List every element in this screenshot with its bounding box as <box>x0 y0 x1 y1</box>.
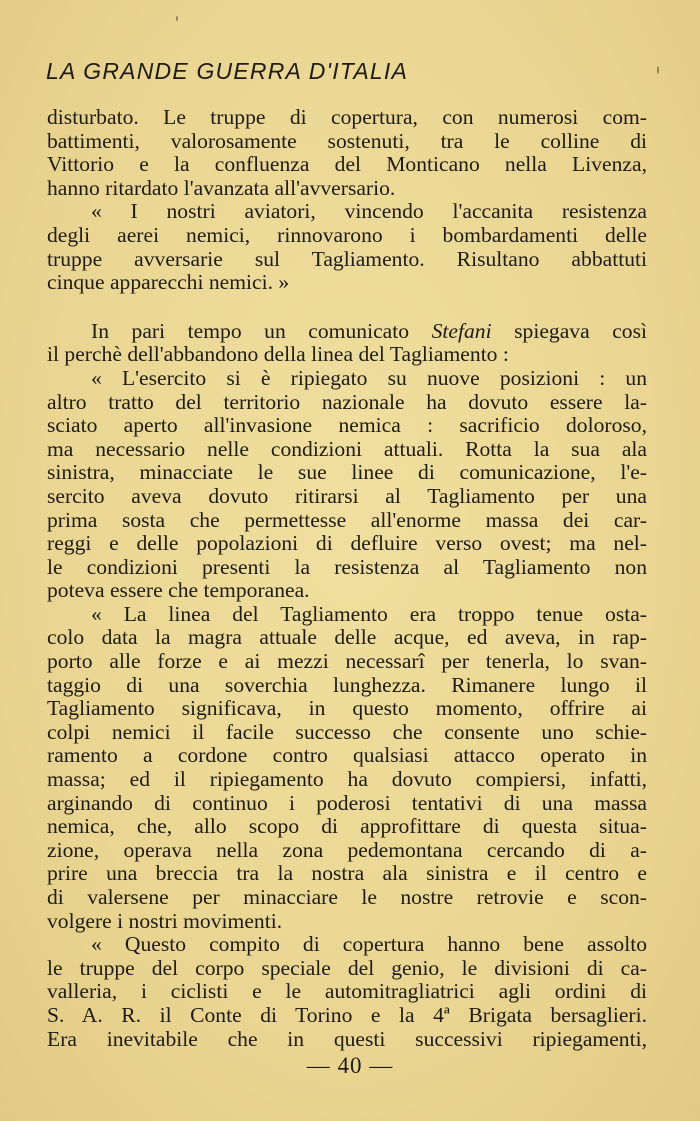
text-line: colo data la magra attuale delle acque, ed aveva, in rap- <box>47 626 647 650</box>
paragraph <box>47 200 647 294</box>
text-line: prima sosta che permettesse all'enorme massa dei car- <box>47 508 647 532</box>
text-line: massa; ed il ripiegamento ha dovuto compiersi, infatti, <box>47 768 647 792</box>
text-line: il perchè dell'abbandono della linea del Tagliamento : <box>47 343 509 367</box>
text-line: Tagliamento significava, in questo momento, offrire ai <box>47 697 647 721</box>
text-line: sercito aveva dovuto ritirarsi al Tagliamento per una <box>47 484 647 508</box>
text-line: volgere i nostri movimenti. <box>47 909 283 933</box>
paper-speck <box>657 66 659 74</box>
text-line: S. A. R. il Conte di Torino e la 4ª Brigata bersaglieri. <box>47 1003 647 1027</box>
text-line: colpi nemici il facile successo che consente uno schie- <box>47 720 647 744</box>
text-line: le truppe del corpo speciale del genio, le divisioni di ca- <box>47 956 647 980</box>
text-line: Era inevitabile che in questi successivi ripiegamenti, <box>47 1027 647 1051</box>
text-line: hanno ritardato l'avanzata all'avversario. <box>47 176 396 200</box>
text-line: reggi e delle popolazioni di defluire verso ovest; ma nel- <box>47 532 647 556</box>
paragraph <box>47 367 647 603</box>
text-line: le condizioni presenti la resistenza al Tagliamento non <box>47 555 647 579</box>
text-line: ramento a cordone contro qualsiasi attacco operato in <box>47 744 647 768</box>
text-line: In pari tempo un comunicato Stefani spiegava così <box>91 319 647 343</box>
text-line: degli aerei nemici, rinnovarono i bombardamenti delle <box>47 223 647 247</box>
paragraph <box>47 603 647 933</box>
text-line: nemica, che, allo scopo di approfittare di questa situa- <box>47 815 647 839</box>
paragraph-gap <box>47 295 647 320</box>
text-line: taggio di una soverchia lunghezza. Rimanere lungo il <box>47 673 647 697</box>
text-line: battimenti, valorosamente sostenuti, tra le colline di <box>47 129 647 153</box>
text-line: Vittorio e la confluenza del Monticano nella Livenza, <box>47 153 647 177</box>
text-line: truppe avversarie sul Tagliamento. Risultano abbattuti <box>47 247 647 271</box>
text-line: cinque apparecchi nemici. » <box>47 271 290 295</box>
text-line: porto alle forze e ai mezzi necessarî per tenerla, lo svan- <box>47 650 647 674</box>
text-line: prire una breccia tra la nostra ala sinistra e il centro e <box>47 862 647 886</box>
paragraph <box>47 106 647 200</box>
text-line: « L'esercito si è ripiegato su nuove posizioni : un <box>91 366 647 390</box>
text-line: altro tratto del territorio nazionale ha dovuto essere la- <box>47 390 647 414</box>
running-head: LA GRANDE GUERRA D'ITALIA <box>46 58 408 84</box>
text-line: sciato aperto all'invasione nemica : sacrificio doloroso, <box>47 414 647 438</box>
text-line: poteva essere che temporanea. <box>47 579 310 603</box>
text-line: di valersene per minacciare le nostre retrovie e scon- <box>47 886 647 909</box>
text-line: « I nostri aviatori, vincendo l'accanita resistenza <box>91 200 647 224</box>
paragraph <box>47 933 647 1051</box>
body-text <box>47 106 647 1051</box>
paragraph <box>47 320 647 367</box>
text-line: « La linea del Tagliamento era troppo tenue osta- <box>91 602 647 626</box>
text-line: disturbato. Le truppe di copertura, con numerosi com- <box>47 106 647 129</box>
text-line: valleria, i ciclisti e le automitragliatrici agli ordini di <box>47 980 647 1004</box>
text-line: arginando di continuo i poderosi tentativi di una massa <box>47 791 647 815</box>
text-line: ma necessario nelle condizioni attuali. Rotta la sua ala <box>47 437 647 461</box>
text-line: zione, operava nella zona pedemontana cercando di a- <box>47 838 647 862</box>
page-number: — 40 — <box>306 1053 394 1078</box>
text-line: sinistra, minacciate le sue linee di comunicazione, l'e- <box>47 461 647 485</box>
text-line: « Questo compito di copertura hanno bene assolto <box>91 933 647 957</box>
paper-speck <box>176 16 178 21</box>
